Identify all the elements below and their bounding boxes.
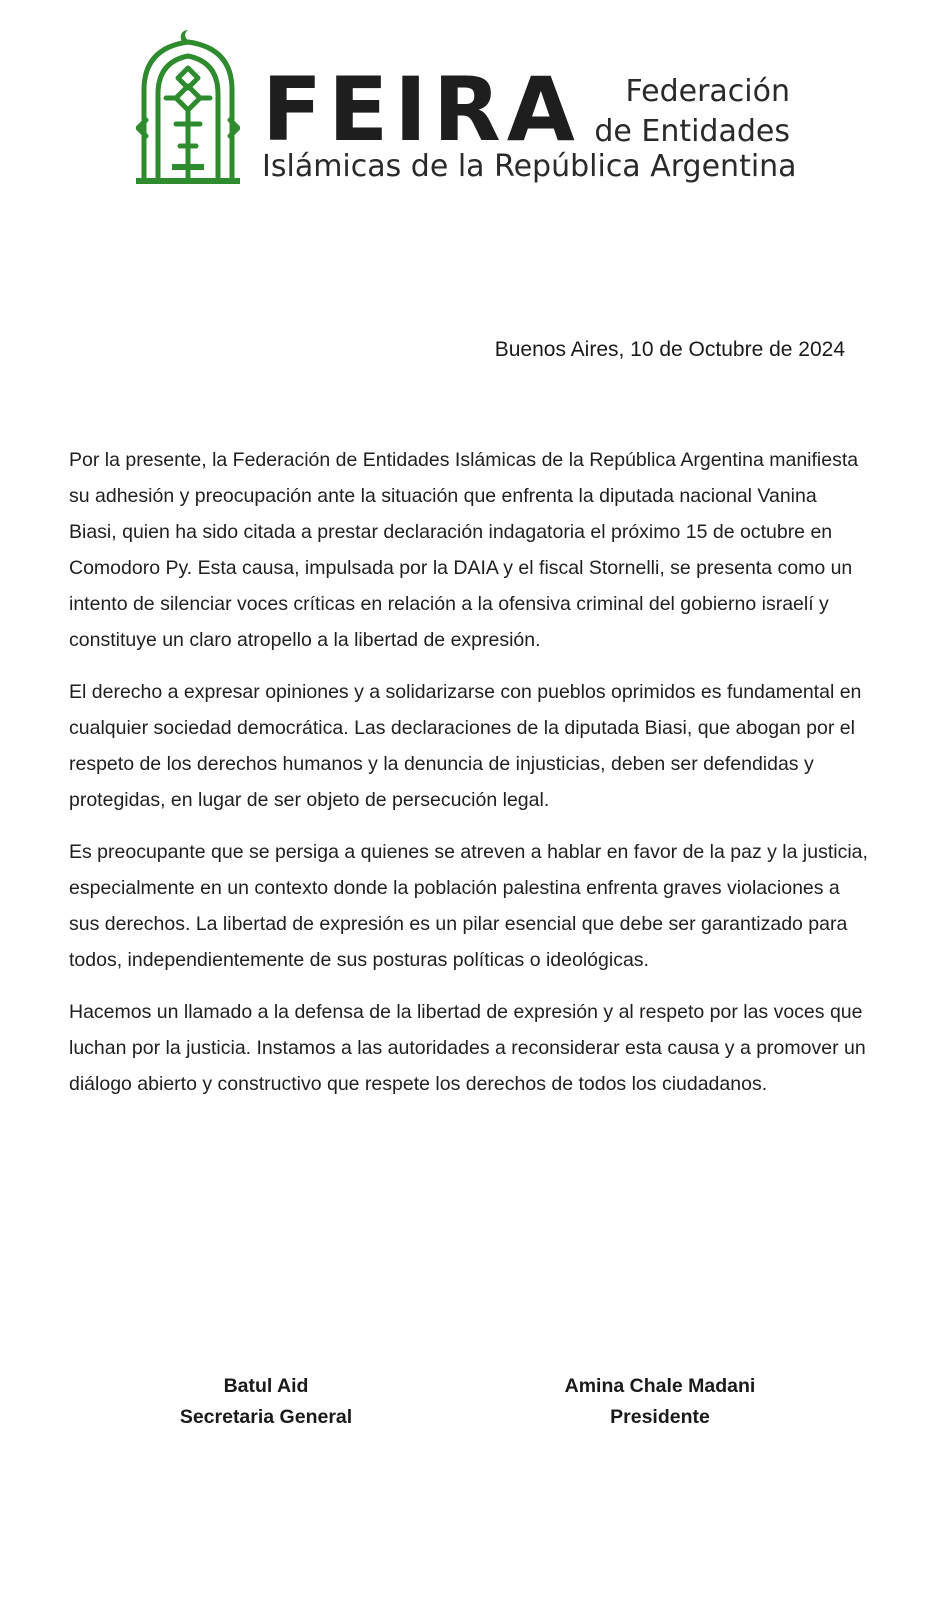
signatory-title: Secretaria General: [179, 1406, 353, 1428]
letter-body: [69, 442, 869, 1118]
brand-name-side: [594, 72, 790, 152]
brand-wordmark: FEIRA: [262, 58, 581, 161]
signatory-title: Presidente: [610, 1406, 710, 1428]
letter-date: Buenos Aires, 10 de Octubre de 2024: [494, 338, 845, 361]
signatory-name: Batul Aid: [223, 1375, 309, 1397]
brand-name-line3: Islámicas de la República Argentina: [262, 149, 797, 184]
signature-secretary: [96, 1371, 436, 1433]
paragraph: El derecho a expresar opiniones y a solidarizarse con pueblos oprimidos es fundamental en cualquier sociedad democrática. Las declaraciones de la diputada Biasi, que abogan por el respeto de los derechos humanos y la denuncia de injusticias, deben ser defendidas y protegidas, en lugar de ser objeto de persecución legal.: [69, 681, 862, 811]
brand-name-line2: de Entidades: [594, 114, 790, 149]
letterhead: [0, 0, 945, 230]
signatory-name: Amina Chale Madani: [564, 1375, 756, 1397]
paragraph: Hacemos un llamado a la defensa de la libertad de expresión y al respeto por las voces que luchan por la justicia. Instamos a las autoridades a reconsiderar esta causa y a promover un diálogo abierto y constructivo que respete los derechos de todos los ciudadanos.: [69, 1001, 866, 1095]
feira-emblem-icon: [136, 28, 240, 188]
brand-name-line1: Federación: [625, 74, 790, 109]
paragraph: Es preocupante que se persiga a quienes se atreven a hablar en favor de la paz y la justicia, especialmente en un contexto donde la población palestina enfrenta graves violaciones a sus derechos. La libertad de expresión es un pilar esencial que debe ser garantizado para todos, independientemente de sus posturas políticas o ideológicas.: [69, 841, 868, 971]
paragraph: Por la presente, la Federación de Entidades Islámicas de la República Argentina manifiesta su adhesión y preocupación ante la situación que enfrenta la diputada nacional Vanina Biasi, quien ha sido citada a prestar declaración indagatoria el próximo 15 de octubre en Comodoro Py. Esta causa, impulsada por la DAIA y el fiscal Stornelli, se presenta como un intento de silenciar voces críticas en relación a la ofensiva criminal del gobierno israelí y constituye un claro atropello a la libertad de expresión.: [69, 449, 859, 651]
signature-president: [490, 1371, 830, 1433]
